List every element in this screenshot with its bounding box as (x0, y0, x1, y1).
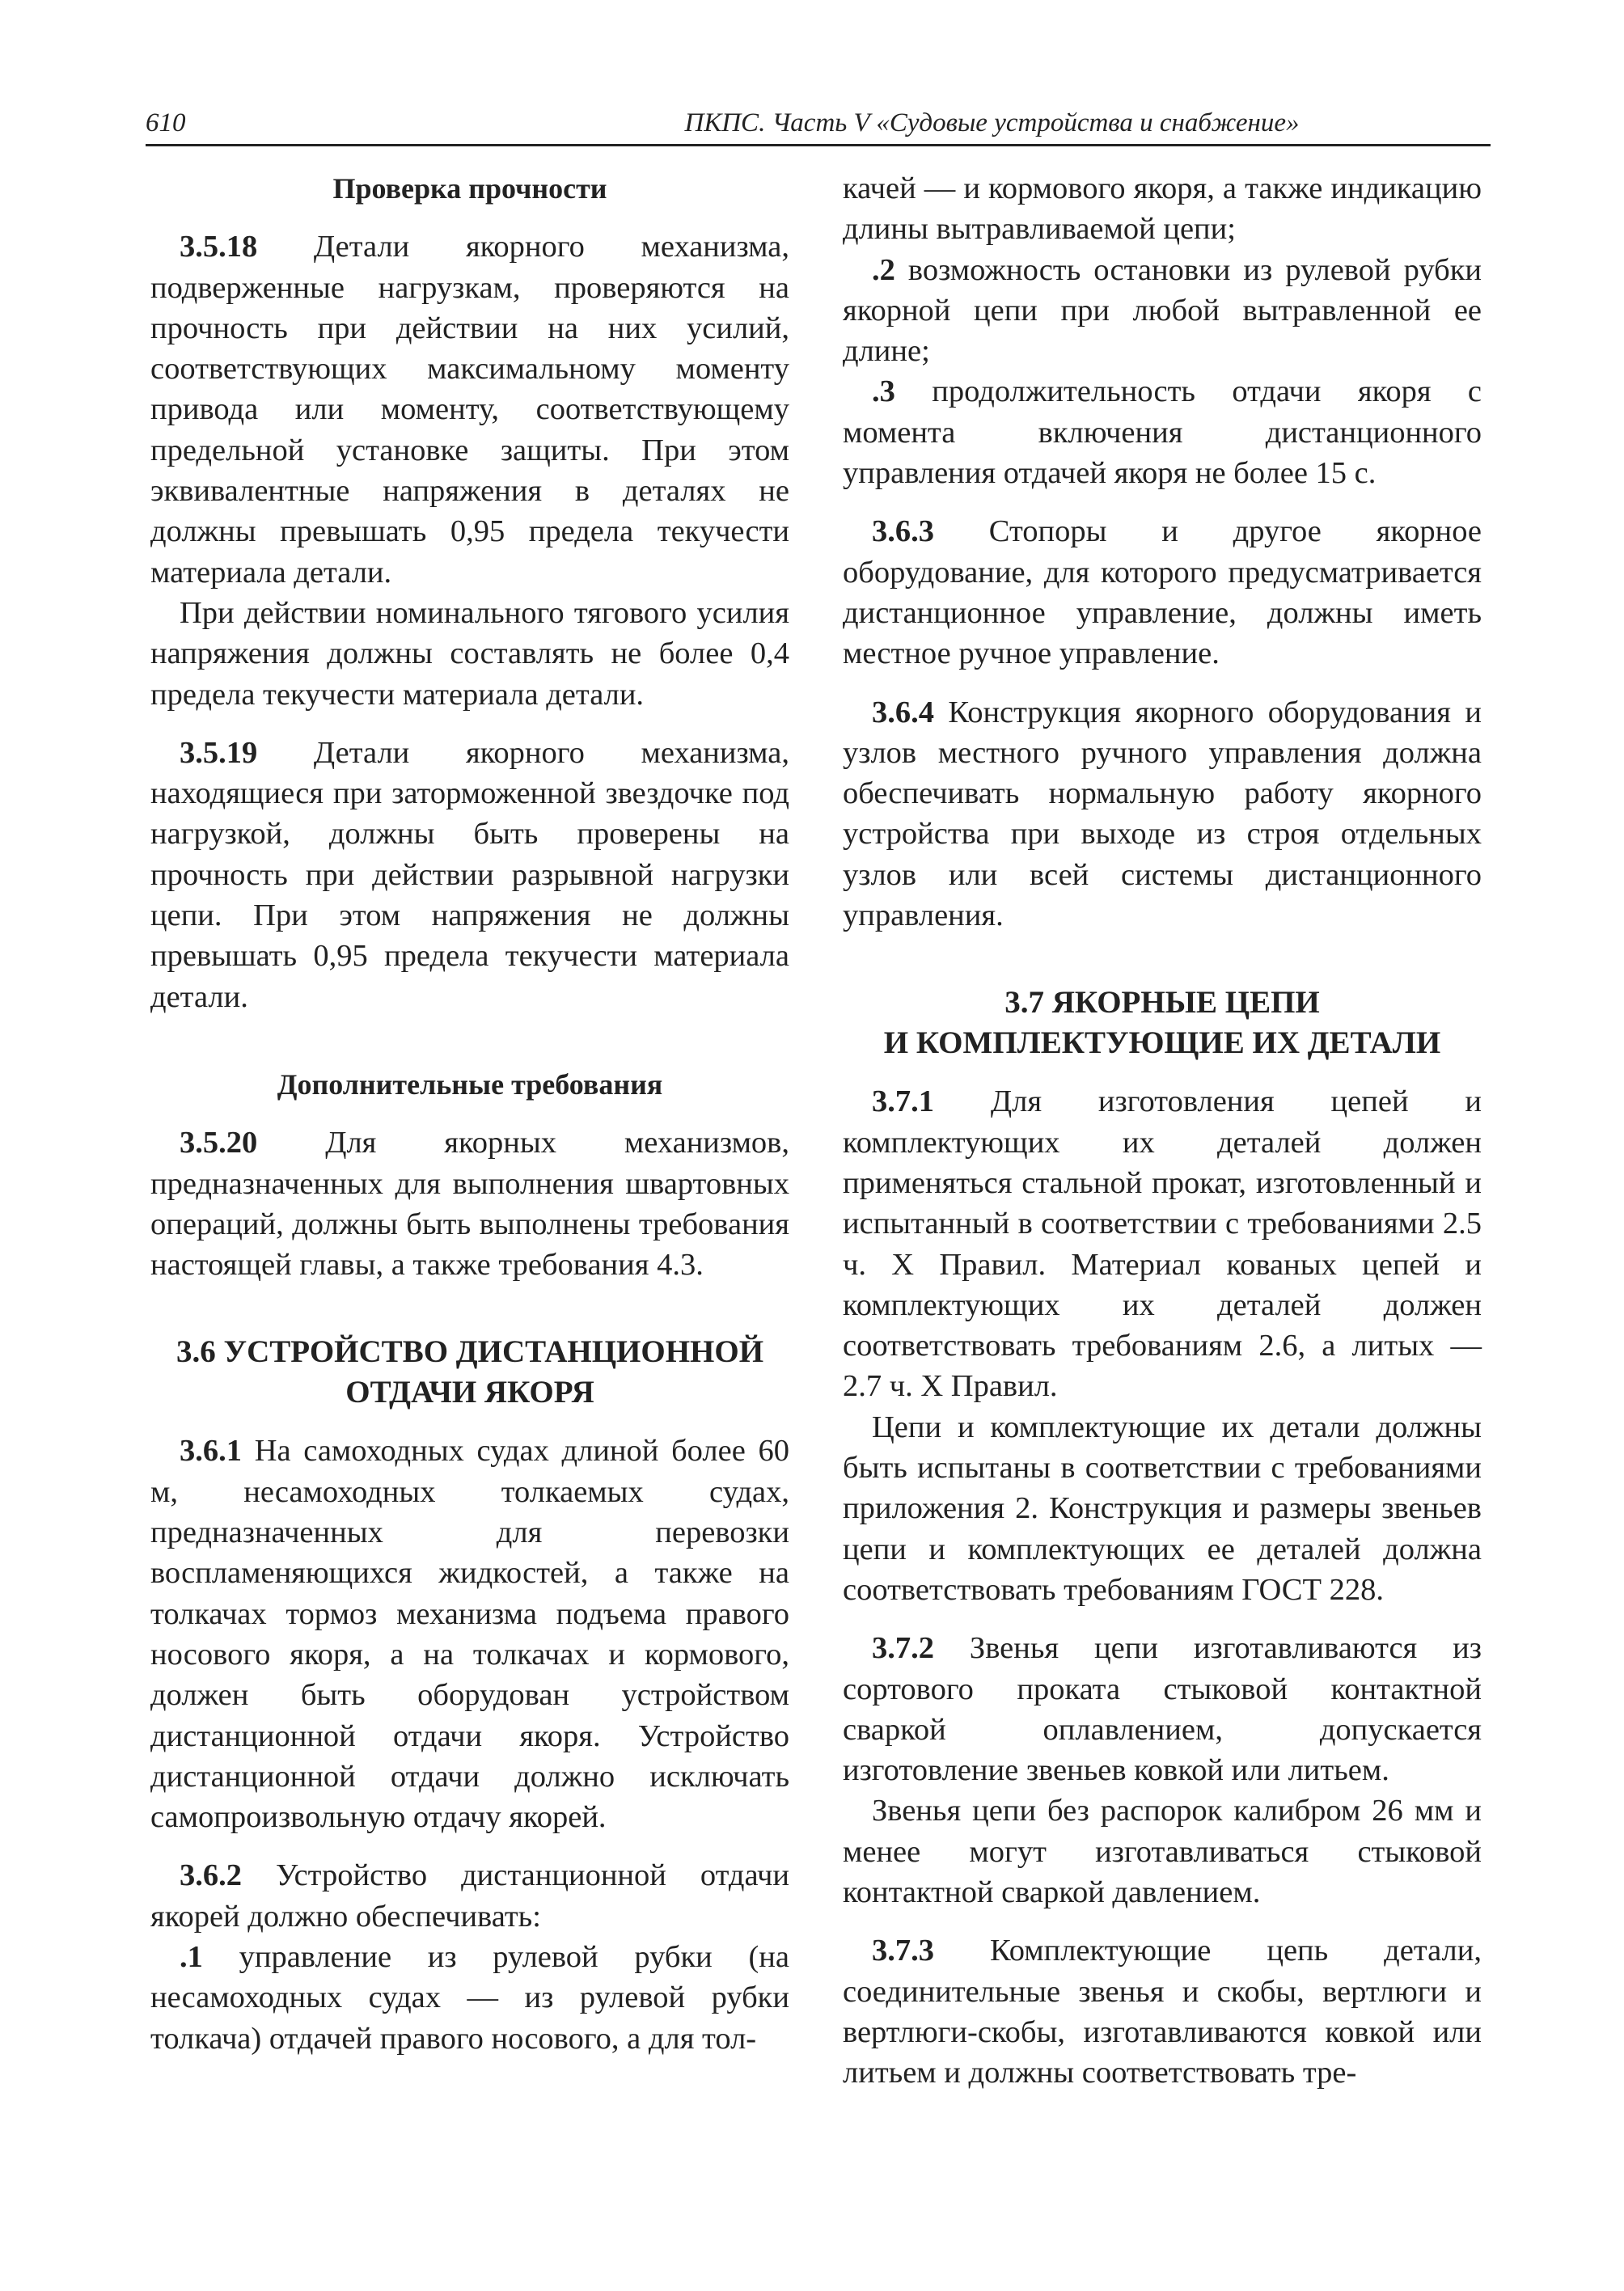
spacer (843, 936, 1482, 983)
item-text: продолжительность отдачи якоря с момента включения дистанционного управления отдачей якоря не более 15 с. (843, 374, 1482, 491)
paragraph-3-6-3 (843, 511, 1482, 674)
paragraph-3-7-2-continued: Звенья цепи без распорок калибром 26 мм и менее могут изготавливаться стыковой контактной сваркой давлением. (843, 1794, 1482, 1909)
paragraph-text: Устройство дистанционной отдачи якорей должно обеспечивать: (150, 1858, 789, 1934)
spacer (150, 209, 789, 226)
spacer (843, 1063, 1482, 1081)
paragraph-3-7-1 (843, 1081, 1482, 1406)
spacer (150, 1413, 789, 1431)
spacer (843, 1610, 1482, 1628)
subheading-strength-check: Проверка прочности (332, 172, 607, 205)
paragraph-number: 3.6.1 (180, 1434, 242, 1469)
section-heading-3-6 (150, 1332, 789, 1413)
item-number: .1 (180, 1939, 203, 1974)
item-text: возможность остановки из рулевой рубки якорной цепи при любой вытравленной ее длине; (843, 252, 1482, 369)
section-heading-line: И КОМПЛЕКТУЮЩИЕ ИХ ДЕТАЛИ (883, 1025, 1441, 1061)
paragraph-3-5-20 (150, 1122, 789, 1285)
paragraph-number: 3.5.20 (180, 1126, 258, 1160)
page-number: 610 (146, 108, 186, 137)
paragraph-3-7-3 (843, 1930, 1482, 2093)
spacer (150, 1017, 789, 1064)
paragraph-text: Для изготовления цепей и комплектующих их деталей должен применяться стальной прокат, изготовленный и испытанный в соответствии с требованиями 2.5 ч. X Правил. Материал кованых цепей и комплектующих их деталей должен соответствовать требованиям 2.6, а литых — 2.7 ч. X Правил. (843, 1084, 1482, 1404)
item-3-6-2-3 (843, 371, 1482, 493)
left-column (150, 168, 789, 2059)
paragraph-text: Конструкция якорного оборудования и узлов местного ручного управления должна обеспечивать нормальную работу якорного устройства при выходе из строя отдельных узлов или всей системы дистанционного управления. (843, 695, 1482, 933)
item-text: управление из рулевой рубки (на несамоходных судах — из рулевой рубки толкача) отдачей правого носового, а для тол- (150, 1939, 789, 2056)
paragraph-text: Для якорных механизмов, предназначенных для выполнения швартовных операций, должны быть выполнены требования настоящей главы, а также требования 4.3. (150, 1126, 789, 1283)
paragraph-number: 3.5.19 (180, 735, 258, 770)
paragraph-3-6-4 (843, 692, 1482, 936)
paragraph-3-6-1 (150, 1431, 789, 1837)
spacer (150, 715, 789, 733)
paragraph-number: 3.6.3 (872, 514, 934, 549)
paragraph-3-5-19 (150, 733, 789, 1017)
paragraph-number: 3.7.1 (872, 1084, 934, 1119)
paragraph-text: Комплектующие цепь детали, соединительные звенья и скобы, вертлюги и вертлюги-скобы, изготавливаются ковкой или литьем и должны соответствовать тре- (843, 1934, 1482, 2090)
paragraph-text: На самоходных судах длиной более 60 м, несамоходных толкаемых судах, предназначенных для перевозки воспламеняющихся жидкостей, а также на толкачах тормоз механизма подъема правого носового якоря, а на толкачах и кормового, должен быть оборудован устройством дистанционной отдачи якоря. Устройство дистанционной отдачи должно исключать самопроизвольную отдачу якорей. (150, 1434, 789, 1835)
paragraph-3-6-2 (150, 1855, 789, 1937)
subheading-additional-requirements: Дополнительные требования (277, 1067, 663, 1101)
spacer (150, 1105, 789, 1122)
spacer (843, 493, 1482, 511)
right-column (843, 168, 1482, 2093)
paragraph-3-7-2 (843, 1628, 1482, 1790)
paragraph-text: Звенья цепи изготавливаются из сортового проката стыковой контактной сваркой оплавлением, допускается изготовление звеньев ковкой или литьем. (843, 1631, 1482, 1788)
section-heading-line: 3.6 УСТРОЙСТВО ДИСТАНЦИОННОЙ (176, 1334, 764, 1370)
spacer (843, 674, 1482, 692)
item-3-6-2-1-continued: качей — и кормового якоря, а также индикацию длины вытравливаемой цепи; (843, 171, 1482, 247)
spacer (150, 1837, 789, 1855)
item-3-6-2-1 (150, 1937, 789, 2059)
paragraph-text: Детали якорного механизма, находящиеся при заторможенной звездочке под нагрузкой, должны быть проверены на прочность при действии разрывной нагрузки цепи. При этом напряжения не должны превышать 0,95 предела текучести материала детали. (150, 735, 789, 1014)
paragraph-number: 3.6.4 (872, 695, 934, 729)
running-title: ПКПС. Часть V «Судовые устройства и снабжение» (684, 108, 1300, 137)
page-header (146, 104, 1491, 146)
paragraph-number: 3.6.2 (180, 1858, 242, 1893)
section-heading-line: 3.7 ЯКОРНЫЕ ЦЕПИ (1004, 985, 1320, 1021)
item-number: .3 (872, 374, 895, 409)
item-3-6-2-2 (843, 250, 1482, 372)
paragraph-3-5-18 (150, 226, 789, 593)
paragraph-number: 3.7.2 (872, 1631, 934, 1666)
section-heading-3-7 (843, 983, 1482, 1063)
paragraph-number: 3.7.3 (872, 1934, 934, 1968)
section-heading-line: ОТДАЧИ ЯКОРЯ (345, 1375, 594, 1410)
paragraph-text: Стопоры и другое якорное оборудование, для которого предусматривается дистанционное управление, должны иметь местное ручное управление. (843, 514, 1482, 671)
spacer (843, 1913, 1482, 1930)
spacer (150, 1285, 789, 1332)
item-number: .2 (872, 252, 895, 287)
paragraph-text: Детали якорного механизма, подверженные нагрузкам, проверяются на прочность при действии на них усилий, соответствующих максимальному моменту привода или моменту, соответствующему предельной установке защиты. При этом эквивалентные напряжения в деталях не должны превышать 0,95 предела текучести материала детали. (150, 230, 789, 590)
paragraph-3-5-18-continued: При действии номинального тягового усилия напряжения должны составлять не более 0,4 предела текучести материала детали. (150, 595, 789, 712)
paragraph-3-7-1-continued: Цепи и комплектующие их детали должны быть испытаны в соответствии с требованиями приложения 2. Конструкция и размеры звеньев цепи и комплектующих ее деталей должна соответствовать требованиям ГОСТ 228. (843, 1410, 1482, 1607)
paragraph-number: 3.5.18 (180, 230, 258, 264)
